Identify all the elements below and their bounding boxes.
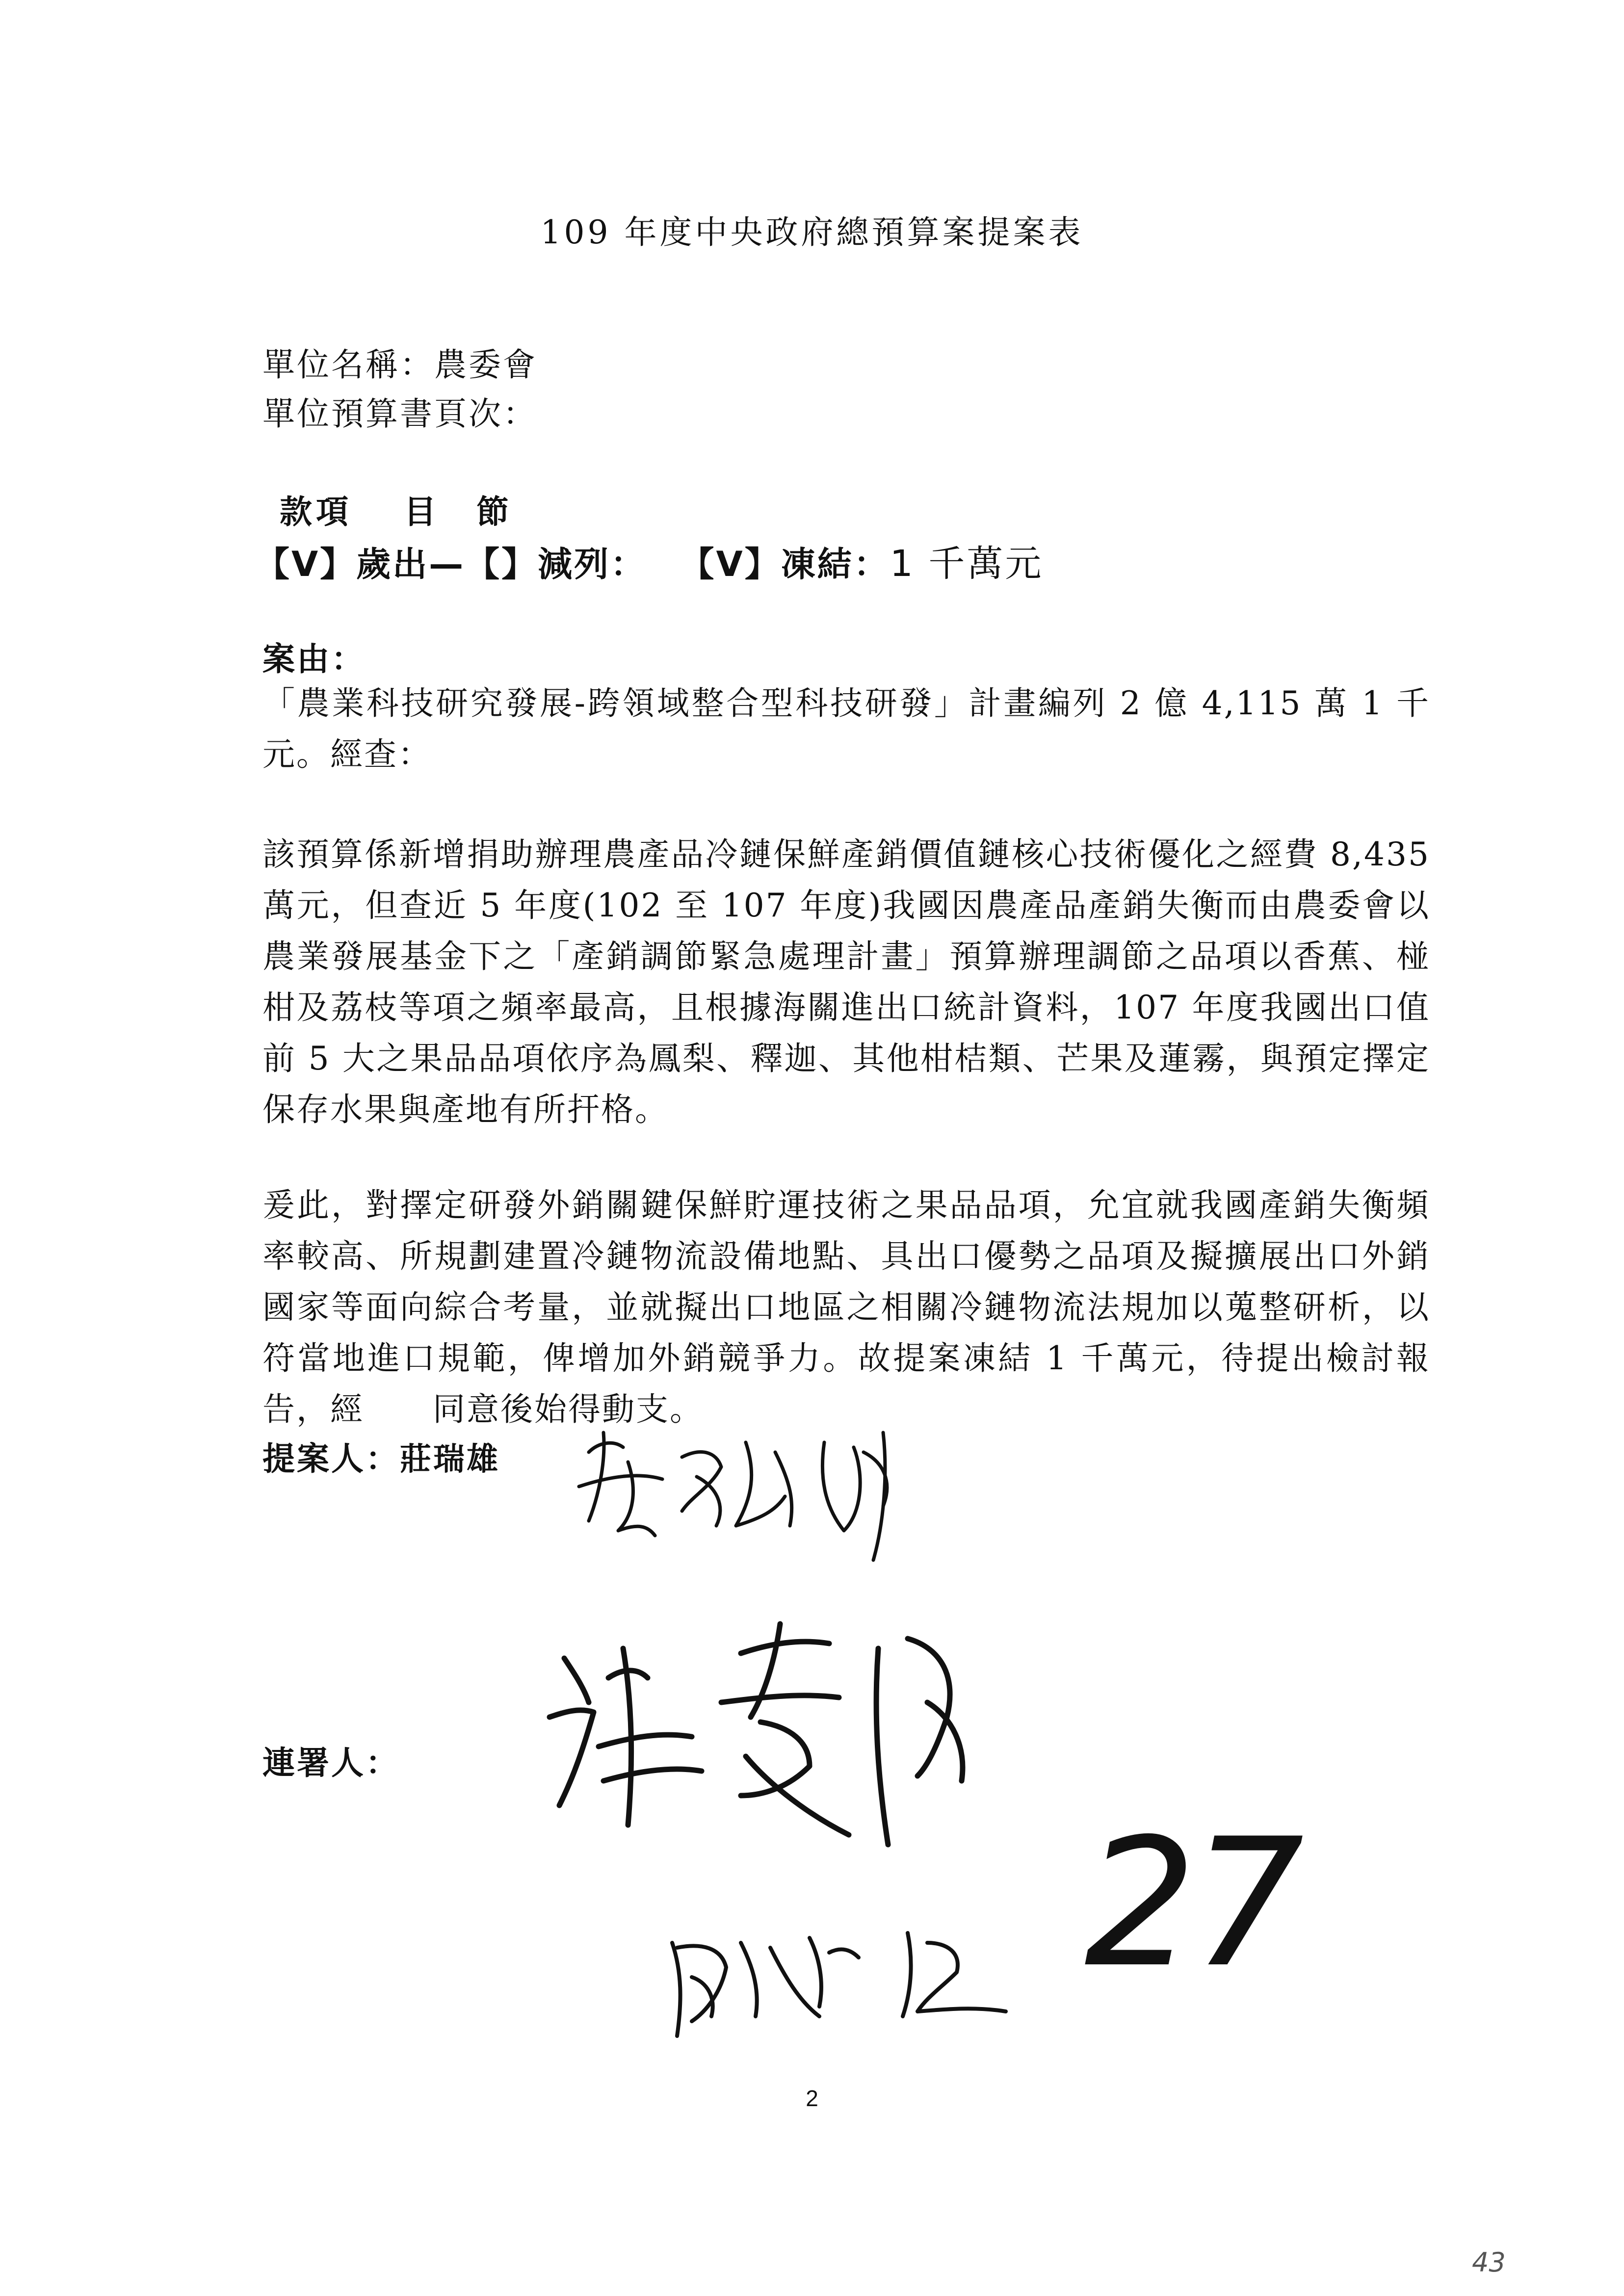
- cosigner-number: 27: [1084, 1800, 1300, 2006]
- cosigner-label: 連署人：: [262, 1744, 400, 1782]
- proposer-signature: [569, 1413, 942, 1570]
- reason-paragraph-2: 該預算係新增捐助辦理農產品冷鏈保鮮產銷價值鏈核心技術優化之經費 8,435 萬元，但查近 5 年度(102 至 107 年度)我國因農產品產銷失衡而由農委會以農業發展基金下之「產銷調節緊急處理計畫」預算辦理調節之品項以香蕉、椪柑及荔枝等項之頻率最高，且根據海關進出口統計資料，107 年度我國出口值前 5 大之果品品項依序為鳳梨、釋迦、其他柑桔類、芒果及蓮霧，與預定擇定保存水果與產地有所扞格。: [262, 835, 1430, 1128]
- reason-paragraph-3: [262, 1180, 1430, 1435]
- proposer-line: [262, 1433, 500, 1479]
- items-label: 款項 目 節: [280, 493, 513, 531]
- cosigner-signature: [535, 1619, 1025, 1894]
- unit-name-label: 單位名稱：: [262, 346, 434, 384]
- reason-paragraph-3-main: 爰此，對擇定研發外銷關鍵保鮮貯運技術之果品品項，允宜就我國產銷失衡頻率較高、所規劃建置冷鏈物流設備地點、具出口優勢之品項及擬擴展出口外銷國家等面向綜合考量，並就擬出口地區之相關冷鏈物流法規加以蒐整研析，以符當地進口規範，俾增加外銷競爭力。故提案凍結 1 千萬元，待提出檢討報告，經: [262, 1186, 1430, 1428]
- proposer-label: 提案人：: [262, 1440, 400, 1478]
- redacted-text: [364, 1415, 433, 1420]
- reason-label: 案由：: [262, 640, 366, 678]
- reason-paragraph-1: 「農業科技研究發展-跨領域整合型科技研發」計畫編列 2 億 4,115 萬 1 千元。經查：: [262, 684, 1430, 773]
- budget-options-line: [255, 535, 1043, 587]
- unit-name-value: 農委會: [434, 346, 537, 384]
- reason-paragraph-3-end: 同意後始得動支。: [433, 1390, 704, 1428]
- cosigner-initials: [662, 1913, 1016, 2061]
- unit-name-line: [262, 339, 537, 385]
- document-title: 109 年度中央政府總預算案提案表: [540, 213, 1084, 251]
- corner-page-mark: 43: [1472, 2247, 1506, 2278]
- proposer-name: 莊瑞雄: [400, 1441, 500, 1478]
- unit-page-label: 單位預算書頁次：: [262, 395, 537, 433]
- freeze-amount: 1 千萬元: [890, 543, 1044, 585]
- page-number: 2: [806, 2086, 818, 2111]
- budget-options: 【V】歲出—【】減列： 【V】凍結：: [255, 544, 890, 584]
